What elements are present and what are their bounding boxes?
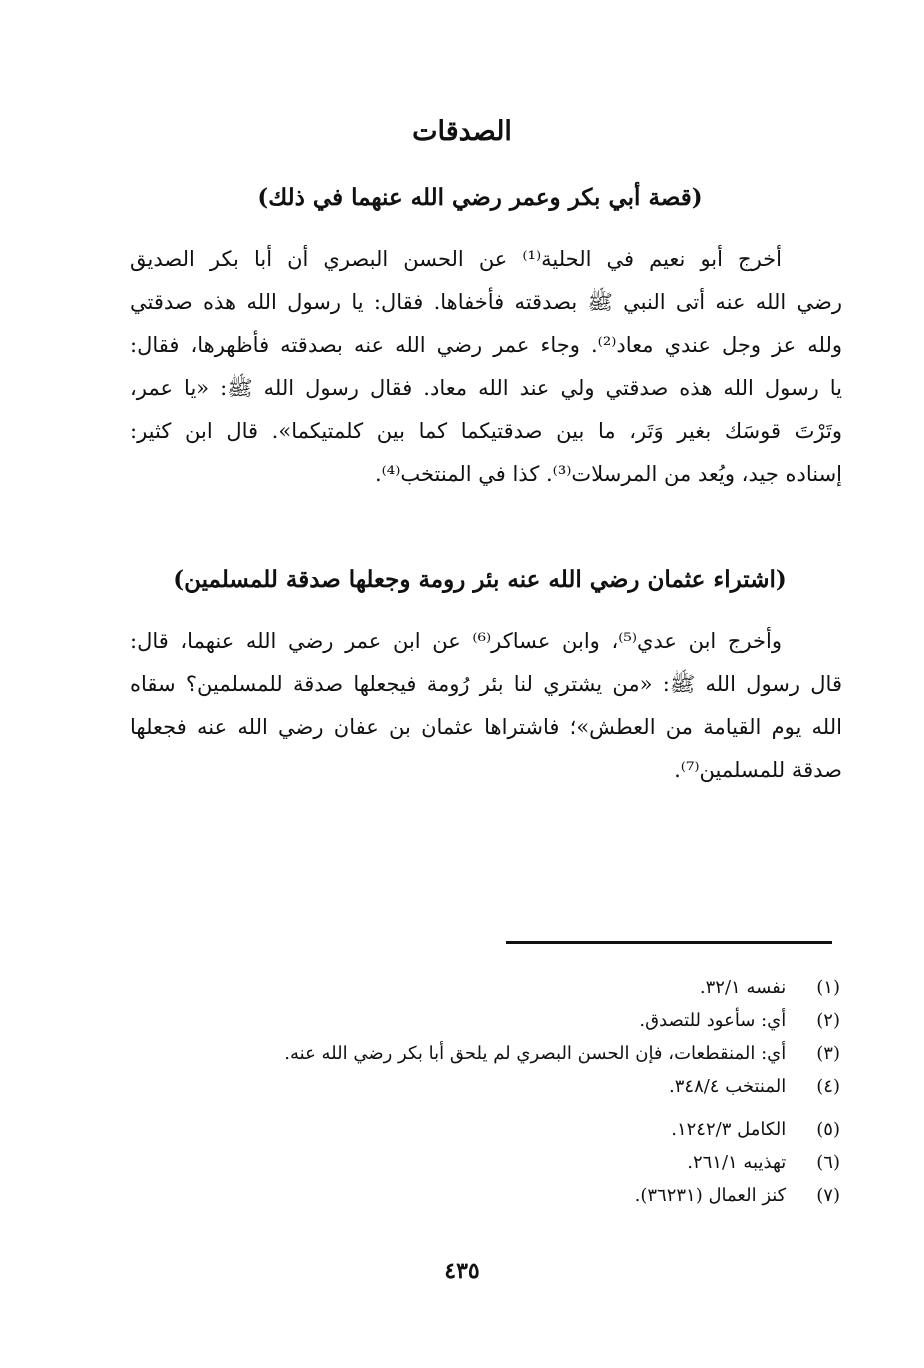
footnote-item — [180, 1146, 840, 1179]
text-line: رضي الله عنه أتى النبي ﷺ بصدقته فأخفاها. فقال: يا رسول الله هذه صدقتي — [130, 290, 842, 314]
footnote-item — [180, 1179, 840, 1212]
text-line: يا رسول الله هذه صدقتي ولي عند الله معاد. فقال رسول الله ﷺ: «يا عمر، — [130, 376, 842, 400]
text-line: الله يوم القيامة من العطش»؛ فاشتراها عثمان بن عفان رضي الله عنه فجعلها — [130, 715, 842, 739]
section-heading-abu-bakr-umar: (قصة أبي بكر وعمر رضي الله عنهما في ذلك) — [257, 184, 703, 211]
text-line: أخرج أبو نعيم في الحلية⁽¹⁾ عن الحسن البصري أن أبا بكر الصديق — [130, 247, 782, 271]
footnote-number: (٧) — [816, 1185, 840, 1206]
footnote-text: نفسه ٣٢/١. — [699, 977, 787, 998]
footnote-text: أي: سأعود للتصدق. — [639, 1010, 787, 1031]
footnote-item — [180, 971, 840, 1004]
text-line: إسناده جيد، ويُعد من المرسلات⁽³⁾. كذا في المنتخب⁽⁴⁾. — [374, 462, 842, 486]
section-paragraph-abu-bakr-umar — [130, 238, 842, 496]
section-paragraph-uthman-well — [130, 620, 842, 792]
text-line: قال رسول الله ﷺ: «من يشتري لنا بئر رُومة فيجعلها صدقة للمسلمين؟ سقاه — [130, 672, 842, 696]
text-line: وأخرج ابن عدي⁽⁵⁾، وابن عساكر⁽⁶⁾ عن ابن عمر رضي الله عنهما، قال: — [130, 629, 782, 653]
footnote-number: (٢) — [816, 1010, 840, 1031]
footnote-item — [180, 1037, 840, 1070]
footnotes — [180, 971, 840, 1212]
text-line: صدقة للمسلمين⁽⁷⁾. — [674, 758, 842, 782]
footnote-text: المنتخب ٣٤٨/٤. — [669, 1076, 787, 1097]
footnote-text: الكامل ١٢٤٢/٣. — [671, 1119, 787, 1140]
footnote-number: (٥) — [816, 1119, 840, 1140]
footnote-number: (٣) — [816, 1043, 840, 1064]
footnote-text: تهذيبه ٢٦١/١. — [687, 1152, 787, 1173]
footnote-item — [180, 1113, 840, 1146]
footnote-item — [180, 1004, 840, 1037]
page-number: ٤٣٥ — [444, 1258, 480, 1284]
text-line: وتَرْتَ قوسَك بغير وَتَر، ما بين صدقتيكما كما بين كلمتيكما». قال ابن كثير: — [130, 419, 842, 443]
footnote-number: (١) — [816, 977, 840, 998]
text-line: ولله عز وجل عندي معاد⁽²⁾. وجاء عمر رضي الله عنه بصدقته فأظهرها، فقال: — [130, 333, 842, 357]
footnote-text: أي: المنقطعات، فإن الحسن البصري لم يلحق أبا بكر رضي الله عنه. — [284, 1043, 787, 1064]
footnote-item — [180, 1070, 840, 1103]
footnote-divider — [506, 941, 832, 944]
chapter-title: الصدقات — [412, 116, 512, 147]
section-heading-uthman-well: (اشتراء عثمان رضي الله عنه بئر رومة وجعلها صدقة للمسلمين) — [173, 566, 787, 593]
footnote-number: (٦) — [816, 1152, 840, 1173]
footnote-text: كنز العمال (٣٦٢٣١). — [634, 1185, 787, 1206]
footnote-number: (٤) — [816, 1076, 840, 1097]
